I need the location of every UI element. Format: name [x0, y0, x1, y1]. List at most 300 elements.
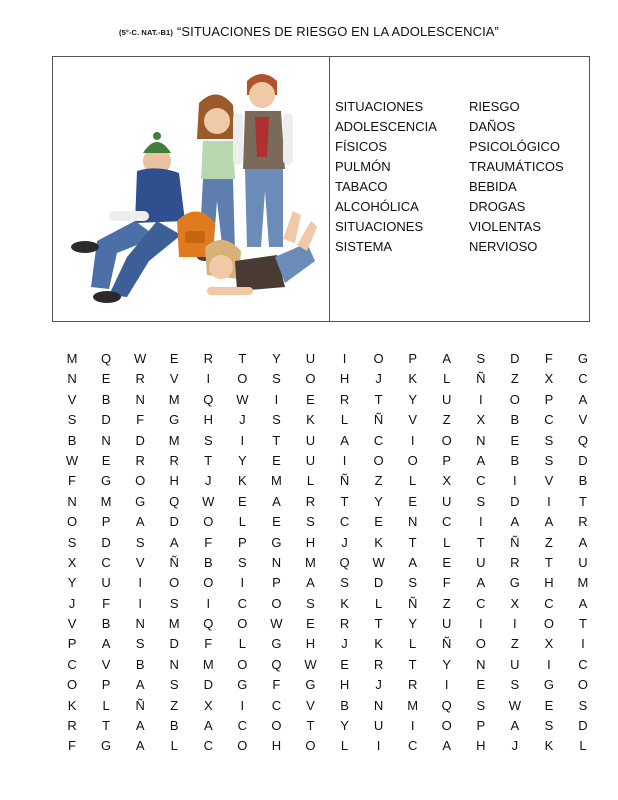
grid-letter[interactable]: Q — [577, 432, 589, 448]
grid-letter[interactable]: C — [101, 554, 111, 570]
grid-letter[interactable]: T — [408, 534, 417, 550]
grid-letter[interactable]: Z — [442, 595, 451, 611]
grid-letter[interactable]: X — [476, 412, 486, 428]
grid-letter[interactable]: U — [578, 554, 588, 570]
grid-letter[interactable]: S — [272, 412, 281, 428]
grid-letter[interactable]: N — [67, 493, 77, 509]
grid-letter[interactable]: E — [476, 677, 486, 693]
grid-letter[interactable]: G — [237, 677, 248, 693]
grid-letter[interactable]: H — [476, 738, 486, 754]
grid-letter[interactable]: R — [578, 514, 588, 530]
grid-letter[interactable]: B — [578, 473, 588, 489]
grid-letter[interactable]: S — [135, 636, 145, 652]
grid-letter[interactable]: E — [340, 656, 349, 672]
grid-letter[interactable]: U — [305, 452, 316, 468]
grid-letter[interactable]: Q — [441, 697, 452, 713]
grid-letter[interactable]: J — [511, 738, 519, 754]
grid-letter[interactable]: B — [510, 412, 520, 428]
grid-letter[interactable]: L — [170, 738, 178, 754]
grid-letter[interactable]: K — [67, 697, 77, 713]
grid-letter[interactable]: J — [239, 412, 246, 428]
grid-letter[interactable]: A — [578, 595, 588, 611]
grid-letter[interactable]: T — [578, 493, 587, 509]
grid-letter[interactable]: O — [237, 371, 248, 387]
grid-letter[interactable]: T — [272, 432, 281, 448]
grid-letter[interactable]: O — [305, 371, 316, 387]
grid-letter[interactable]: Ñ — [476, 371, 486, 387]
grid-letter[interactable]: J — [341, 534, 348, 550]
grid-letter[interactable]: G — [509, 575, 520, 591]
grid-letter[interactable]: K — [238, 473, 247, 489]
grid-letter[interactable]: X — [510, 595, 520, 611]
grid-letter[interactable]: Y — [408, 616, 417, 632]
grid-letter[interactable]: M — [577, 575, 589, 591]
grid-letter[interactable]: D — [101, 534, 111, 550]
grid-letter[interactable]: O — [271, 595, 282, 611]
grid-letter[interactable]: R — [203, 351, 213, 366]
grid-letter[interactable]: A — [169, 534, 179, 550]
grid-letter[interactable]: I — [410, 432, 415, 448]
grid-letter[interactable]: H — [271, 738, 282, 754]
grid-letter[interactable]: N — [67, 371, 77, 387]
grid-letter[interactable]: K — [340, 595, 349, 611]
grid-letter[interactable]: P — [442, 452, 452, 468]
grid-letter[interactable]: Y — [340, 718, 349, 734]
grid-letter[interactable]: R — [510, 554, 520, 570]
grid-letter[interactable]: I — [478, 391, 483, 407]
grid-letter[interactable]: A — [510, 718, 520, 734]
grid-letter[interactable]: D — [510, 493, 520, 509]
grid-letter[interactable]: M — [168, 432, 180, 448]
grid-letter[interactable]: E — [169, 351, 179, 366]
grid-letter[interactable]: L — [443, 371, 451, 387]
grid-letter[interactable]: O — [441, 718, 452, 734]
grid-letter[interactable]: I — [547, 493, 551, 509]
grid-letter[interactable]: K — [374, 636, 383, 652]
grid-letter[interactable]: W — [304, 656, 317, 672]
grid-letter[interactable]: W — [508, 697, 521, 713]
grid-letter[interactable]: O — [271, 718, 282, 734]
grid-letter[interactable]: V — [408, 412, 417, 428]
grid-letter[interactable]: Z — [510, 636, 519, 652]
grid-letter[interactable]: D — [169, 636, 179, 652]
grid-letter[interactable]: Z — [442, 412, 451, 428]
grid-letter[interactable]: G — [169, 412, 180, 428]
grid-letter[interactable]: N — [169, 656, 179, 672]
grid-letter[interactable]: S — [510, 677, 520, 693]
grid-letter[interactable]: Z — [374, 473, 383, 489]
grid-letter[interactable]: I — [206, 595, 211, 611]
grid-letter[interactable]: Ñ — [510, 534, 520, 550]
grid-letter[interactable]: Ñ — [339, 473, 350, 489]
grid-letter[interactable]: W — [270, 616, 283, 632]
grid-letter[interactable]: J — [375, 371, 382, 387]
grid-letter[interactable]: T — [306, 718, 315, 734]
grid-letter[interactable]: N — [135, 616, 145, 632]
grid-letter[interactable]: C — [407, 738, 418, 754]
grid-letter[interactable]: D — [203, 677, 213, 693]
grid-letter[interactable]: Ñ — [407, 595, 418, 611]
grid-letter[interactable]: G — [271, 534, 282, 550]
grid-letter[interactable]: R — [407, 677, 418, 693]
grid-letter[interactable]: P — [101, 514, 111, 530]
grid-letter[interactable]: I — [513, 473, 517, 489]
grid-letter[interactable]: I — [240, 697, 245, 713]
grid-letter[interactable]: V — [578, 412, 588, 428]
grid-letter[interactable]: I — [410, 718, 415, 734]
grid-letter[interactable]: I — [240, 575, 245, 591]
grid-letter[interactable]: M — [202, 656, 214, 672]
grid-letter[interactable]: N — [101, 432, 111, 448]
grid-letter[interactable]: F — [68, 738, 76, 754]
grid-letter[interactable]: N — [373, 697, 384, 713]
grid-letter[interactable]: G — [543, 677, 554, 693]
grid-letter[interactable]: C — [237, 718, 248, 734]
grid-letter[interactable]: W — [372, 554, 385, 570]
grid-letter[interactable]: C — [373, 432, 384, 448]
grid-letter[interactable]: L — [443, 534, 451, 550]
grid-letter[interactable]: S — [476, 697, 486, 713]
grid-letter[interactable]: I — [444, 677, 449, 693]
grid-letter[interactable]: Ñ — [135, 697, 145, 713]
grid-letter[interactable]: E — [306, 616, 315, 632]
grid-letter[interactable]: L — [238, 514, 246, 530]
grid-letter[interactable]: D — [101, 412, 111, 428]
grid-letter[interactable]: O — [203, 575, 214, 591]
grid-letter[interactable]: E — [408, 493, 417, 509]
grid-letter[interactable]: Q — [339, 554, 350, 570]
grid-letter[interactable]: O — [305, 738, 316, 754]
grid-letter[interactable]: P — [238, 534, 247, 550]
grid-letter[interactable]: O — [373, 351, 384, 366]
grid-letter[interactable]: A — [442, 351, 452, 366]
grid-letter[interactable]: A — [135, 738, 145, 754]
grid-letter[interactable]: E — [238, 493, 247, 509]
grid-letter[interactable]: O — [135, 473, 146, 489]
grid-letter[interactable]: X — [442, 473, 452, 489]
grid-letter[interactable]: Y — [408, 391, 417, 407]
grid-letter[interactable]: A — [135, 677, 145, 693]
grid-letter[interactable]: R — [305, 493, 316, 509]
grid-letter[interactable]: U — [442, 616, 452, 632]
grid-letter[interactable]: B — [169, 718, 179, 734]
grid-letter[interactable]: D — [135, 432, 145, 448]
grid-letter[interactable]: T — [374, 391, 383, 407]
grid-letter[interactable]: T — [476, 534, 485, 550]
grid-letter[interactable]: C — [578, 371, 588, 387]
grid-letter[interactable]: K — [374, 534, 383, 550]
grid-letter[interactable]: Y — [442, 656, 452, 672]
grid-letter[interactable]: C — [476, 595, 486, 611]
grid-letter[interactable]: W — [202, 493, 215, 509]
grid-letter[interactable]: C — [578, 656, 588, 672]
grid-letter[interactable]: T — [238, 351, 247, 366]
grid-letter[interactable]: U — [442, 493, 452, 509]
grid-letter[interactable]: M — [168, 616, 180, 632]
grid-letter[interactable]: O — [509, 391, 520, 407]
grid-letter[interactable]: E — [272, 514, 281, 530]
grid-letter[interactable]: P — [67, 636, 77, 652]
grid-letter[interactable]: B — [135, 656, 145, 672]
grid-letter[interactable]: D — [578, 452, 588, 468]
grid-letter[interactable]: B — [510, 452, 520, 468]
grid-letter[interactable]: O — [237, 656, 248, 672]
grid-letter[interactable]: D — [510, 351, 520, 366]
grid-letter[interactable]: B — [67, 432, 77, 448]
grid-letter[interactable]: R — [135, 452, 145, 468]
grid-letter[interactable]: U — [373, 718, 384, 734]
grid-letter[interactable]: A — [442, 738, 452, 754]
grid-letter[interactable]: T — [578, 616, 587, 632]
grid-letter[interactable]: U — [476, 554, 486, 570]
grid-letter[interactable]: A — [578, 391, 588, 407]
grid-letter[interactable]: Z — [510, 371, 519, 387]
grid-letter[interactable]: M — [168, 391, 180, 407]
grid-letter[interactable]: E — [101, 452, 111, 468]
grid-letter[interactable]: H — [169, 473, 179, 489]
grid-letter[interactable]: K — [306, 412, 315, 428]
grid-letter[interactable]: Q — [203, 391, 214, 407]
grid-letter[interactable]: Y — [67, 575, 77, 591]
grid-letter[interactable]: I — [478, 616, 483, 632]
grid-letter[interactable]: P — [544, 391, 554, 407]
grid-letter[interactable]: T — [102, 718, 111, 734]
grid-letter[interactable]: H — [544, 575, 554, 591]
grid-letter[interactable]: C — [203, 738, 213, 754]
grid-letter[interactable]: E — [510, 432, 520, 448]
grid-letter[interactable]: F — [136, 412, 145, 428]
grid-letter[interactable]: A — [340, 432, 349, 448]
grid-letter[interactable]: M — [100, 493, 112, 509]
grid-letter[interactable]: L — [102, 697, 110, 713]
grid-letter[interactable]: O — [237, 616, 248, 632]
grid-letter[interactable]: E — [306, 391, 315, 407]
grid-letter[interactable]: F — [204, 534, 213, 550]
grid-letter[interactable]: P — [408, 351, 417, 366]
grid-letter[interactable]: I — [581, 636, 585, 652]
grid-letter[interactable]: G — [305, 677, 316, 693]
grid-letter[interactable]: A — [408, 554, 417, 570]
grid-letter[interactable]: D — [578, 718, 588, 734]
grid-letter[interactable]: U — [101, 575, 111, 591]
grid-letter[interactable]: V — [67, 391, 77, 407]
grid-letter[interactable]: G — [135, 493, 146, 509]
grid-letter[interactable]: X — [203, 697, 213, 713]
grid-letter[interactable]: Z — [544, 534, 553, 550]
grid-letter[interactable]: R — [339, 616, 350, 632]
grid-letter[interactable]: C — [544, 412, 554, 428]
grid-letter[interactable]: M — [305, 554, 316, 570]
grid-letter[interactable]: E — [442, 554, 452, 570]
grid-letter[interactable]: Y — [374, 493, 383, 509]
grid-letter[interactable]: G — [101, 473, 112, 489]
grid-letter[interactable]: A — [101, 636, 111, 652]
grid-letter[interactable]: S — [67, 412, 77, 428]
grid-letter[interactable]: G — [271, 636, 282, 652]
grid-letter[interactable]: T — [374, 616, 383, 632]
grid-letter[interactable]: Y — [238, 452, 247, 468]
grid-letter[interactable]: R — [67, 718, 77, 734]
grid-letter[interactable]: V — [135, 554, 145, 570]
grid-letter[interactable]: H — [305, 534, 316, 550]
grid-letter[interactable]: C — [67, 656, 77, 672]
grid-letter[interactable]: S — [238, 554, 247, 570]
grid-letter[interactable]: S — [544, 432, 554, 448]
grid-letter[interactable]: C — [339, 514, 350, 530]
grid-letter[interactable]: P — [476, 718, 486, 734]
grid-letter[interactable]: Q — [271, 656, 282, 672]
grid-letter[interactable]: L — [340, 738, 349, 754]
grid-letter[interactable]: V — [67, 616, 77, 632]
grid-letter[interactable]: O — [66, 677, 78, 693]
grid-letter[interactable]: S — [169, 595, 179, 611]
grid-letter[interactable]: E — [101, 371, 111, 387]
grid-letter[interactable]: S — [476, 351, 486, 366]
grid-letter[interactable]: D — [169, 514, 179, 530]
grid-letter[interactable]: I — [206, 371, 211, 387]
grid-letter[interactable]: V — [101, 656, 111, 672]
grid-letter[interactable]: O — [577, 677, 589, 693]
grid-letter[interactable]: U — [305, 351, 316, 366]
grid-letter[interactable]: M — [66, 351, 78, 366]
grid-letter[interactable]: A — [203, 718, 213, 734]
grid-letter[interactable]: A — [510, 514, 520, 530]
grid-letter[interactable]: I — [240, 432, 245, 448]
grid-letter[interactable]: F — [544, 351, 553, 366]
grid-letter[interactable]: O — [169, 575, 180, 591]
grid-letter[interactable]: C — [237, 595, 248, 611]
grid-letter[interactable]: F — [68, 473, 76, 489]
grid-letter[interactable]: T — [204, 452, 213, 468]
grid-letter[interactable]: X — [544, 371, 554, 387]
grid-letter[interactable]: E — [544, 697, 554, 713]
grid-letter[interactable]: W — [65, 452, 79, 468]
grid-letter[interactable]: R — [135, 371, 145, 387]
grid-letter[interactable]: I — [478, 514, 483, 530]
grid-letter[interactable]: C — [271, 697, 282, 713]
grid-letter[interactable]: Y — [272, 351, 281, 366]
grid-letter[interactable]: N — [135, 391, 145, 407]
grid-letter[interactable]: Ñ — [373, 412, 384, 428]
grid-letter[interactable]: X — [544, 636, 554, 652]
grid-letter[interactable]: S — [408, 575, 417, 591]
grid-letter[interactable]: R — [169, 452, 179, 468]
grid-letter[interactable]: O — [237, 738, 248, 754]
grid-letter[interactable]: U — [442, 391, 452, 407]
grid-letter[interactable]: N — [476, 656, 486, 672]
grid-letter[interactable]: A — [306, 575, 315, 591]
grid-letter[interactable]: Q — [169, 493, 180, 509]
grid-letter[interactable]: F — [272, 677, 281, 693]
grid-letter[interactable]: A — [476, 575, 486, 591]
grid-letter[interactable]: Q — [101, 351, 112, 366]
grid-letter[interactable]: S — [476, 493, 486, 509]
grid-letter[interactable]: T — [544, 554, 553, 570]
grid-letter[interactable]: O — [475, 636, 486, 652]
grid-letter[interactable]: H — [203, 412, 213, 428]
grid-letter[interactable]: F — [102, 595, 111, 611]
grid-letter[interactable]: O — [407, 452, 418, 468]
grid-letter[interactable]: B — [101, 616, 111, 632]
grid-letter[interactable]: I — [547, 656, 551, 672]
grid-letter[interactable]: R — [339, 391, 350, 407]
grid-letter[interactable]: M — [270, 473, 282, 489]
grid-letter[interactable]: P — [101, 677, 111, 693]
grid-letter[interactable]: S — [306, 595, 315, 611]
grid-letter[interactable]: W — [236, 391, 249, 407]
grid-letter[interactable]: L — [409, 473, 417, 489]
grid-letter[interactable]: J — [68, 595, 76, 611]
grid-letter[interactable]: Ñ — [169, 554, 179, 570]
grid-letter[interactable]: B — [101, 391, 111, 407]
grid-letter[interactable]: N — [271, 554, 282, 570]
grid-letter[interactable]: L — [238, 636, 246, 652]
grid-letter[interactable]: P — [272, 575, 281, 591]
grid-letter[interactable]: I — [138, 595, 142, 611]
grid-letter[interactable]: L — [409, 636, 417, 652]
grid-letter[interactable]: K — [544, 738, 554, 754]
grid-letter[interactable]: X — [67, 554, 77, 570]
grid-letter[interactable]: Q — [203, 616, 214, 632]
grid-letter[interactable]: H — [339, 677, 350, 693]
grid-letter[interactable]: I — [342, 452, 347, 468]
grid-letter[interactable]: C — [442, 514, 452, 530]
grid-letter[interactable]: Ñ — [442, 636, 452, 652]
grid-letter[interactable]: J — [375, 677, 382, 693]
grid-letter[interactable]: O — [203, 514, 214, 530]
grid-letter[interactable]: B — [203, 554, 213, 570]
grid-letter[interactable]: I — [138, 575, 142, 591]
grid-letter[interactable]: I — [274, 391, 279, 407]
grid-letter[interactable]: V — [544, 473, 554, 489]
grid-letter[interactable]: L — [579, 738, 587, 754]
grid-letter[interactable]: C — [476, 473, 486, 489]
grid-letter[interactable]: S — [169, 677, 179, 693]
grid-letter[interactable]: H — [305, 636, 316, 652]
grid-letter[interactable]: O — [441, 432, 452, 448]
grid-letter[interactable]: I — [342, 351, 347, 366]
grid-letter[interactable]: U — [510, 656, 520, 672]
grid-letter[interactable]: S — [578, 697, 588, 713]
grid-letter[interactable]: H — [339, 371, 350, 387]
grid-letter[interactable]: O — [543, 616, 554, 632]
grid-letter[interactable]: S — [544, 452, 554, 468]
grid-letter[interactable]: Z — [170, 697, 179, 713]
grid-letter[interactable]: E — [272, 452, 281, 468]
grid-letter[interactable]: B — [340, 697, 349, 713]
grid-letter[interactable]: A — [544, 514, 554, 530]
grid-letter[interactable]: V — [169, 371, 179, 387]
grid-letter[interactable]: U — [305, 432, 316, 448]
grid-letter[interactable]: J — [205, 473, 212, 489]
grid-letter[interactable]: E — [374, 514, 383, 530]
grid-letter[interactable]: O — [66, 514, 78, 530]
grid-letter[interactable]: S — [203, 432, 213, 448]
grid-letter[interactable]: A — [272, 493, 281, 509]
grid-letter[interactable]: L — [374, 595, 383, 611]
grid-letter[interactable]: A — [135, 718, 145, 734]
grid-letter[interactable]: S — [272, 371, 281, 387]
grid-letter[interactable]: D — [373, 575, 384, 591]
grid-letter[interactable]: C — [544, 595, 554, 611]
grid-letter[interactable]: W — [134, 351, 147, 366]
grid-letter[interactable]: S — [67, 534, 77, 550]
grid-letter[interactable]: F — [204, 636, 213, 652]
grid-letter[interactable]: S — [544, 718, 554, 734]
grid-letter[interactable]: V — [306, 697, 315, 713]
grid-letter[interactable]: G — [101, 738, 112, 754]
grid-letter[interactable]: K — [408, 371, 417, 387]
